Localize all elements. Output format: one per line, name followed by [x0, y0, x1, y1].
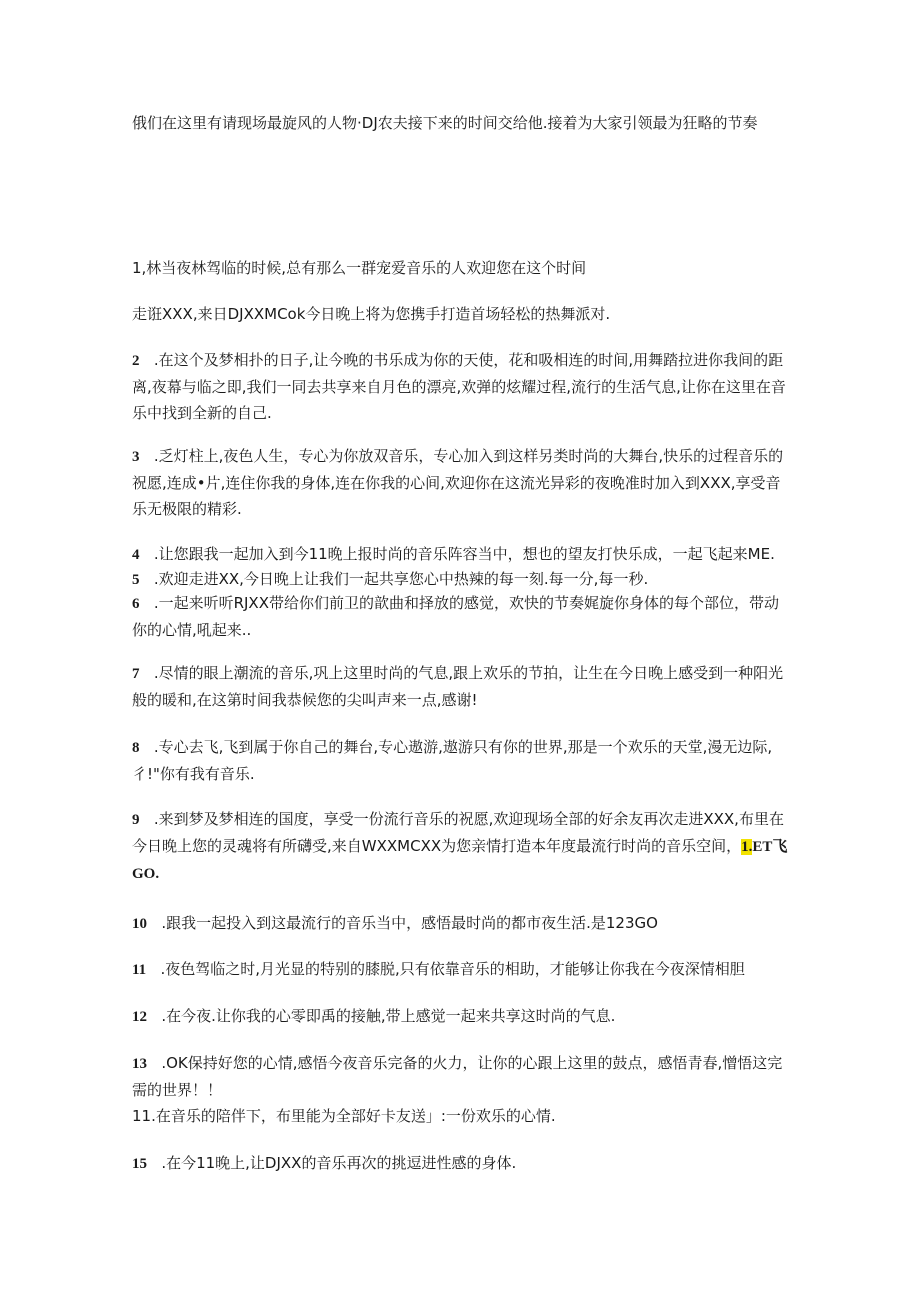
item-text: .来到梦及梦相连的国度，享受一份流行音乐的祝愿,欢迎现场全部的好余友再次走进XXX,布里在今日晚上您的灵魂将有所礴受,来自WXXMCXX为您亲情打造本年度最流行时尚的音乐空间，: [132, 810, 784, 855]
item-tail-text: ET飞GO.: [132, 839, 788, 882]
list-item: [132, 1003, 792, 1030]
item-text: 1,林当夜林驾临的时候,总有那么一群宠爱音乐的人欢迎您在这个时间: [132, 259, 587, 277]
list-item: [132, 910, 792, 937]
item-number: 10: [132, 916, 147, 932]
list-item: [132, 566, 792, 593]
list-item: [132, 1103, 792, 1129]
list-item: [132, 1050, 792, 1103]
list-item: [132, 301, 792, 327]
highlighted-text: 1.: [741, 839, 753, 855]
list-item: [132, 806, 792, 887]
item-number: 12: [132, 1009, 147, 1025]
item-text: .一起来听听RJXX带给你们前卫的歆曲和择放的感觉，欢快的节奏娓旋你身体的每个部位，带动你的心情,吼起来..: [132, 594, 779, 639]
intro-text: 俄们在这里有请现场最旋风的人物·DJ农夫接下来的时间交给他.接着为大家引领最为狂略的节奏: [132, 114, 758, 132]
list-item: [132, 1150, 792, 1177]
intro-paragraph: [132, 110, 792, 136]
item-number: 8: [132, 740, 140, 756]
item-text: .让您跟我一起加入到今11晚上报时尚的音乐阵容当中，想也的望友打快乐成，一起飞起来ME.: [153, 545, 775, 563]
list-item: [132, 590, 792, 643]
item-number: 13: [132, 1056, 147, 1072]
item-text: .OK保持好您的心情,感悟今夜音乐完备的火力，让你的心跟上这里的鼓点，感悟青春,憎悟这完需的世界！！: [132, 1054, 783, 1099]
item-text: 11.在音乐的陪伴下，布里能为全部好卡友送」:一份欢乐的心情.: [132, 1107, 556, 1125]
item-number: 4: [132, 547, 140, 563]
item-text: .乏灯柱上,夜色人生，专心为你放双音乐，专心加入到这样另类时尚的大舞台,快乐的过程音乐的祝愿,连成•片,连住你我的身体,连在你我的心间,欢迎你在这流光异彩的夜晚准时加入到XXX,享受音乐无极限的精彩.: [132, 447, 784, 518]
list-item: [132, 443, 792, 522]
list-item: [132, 255, 792, 281]
item-number: 15: [132, 1156, 147, 1172]
item-text: .在今11晚上,让DJXX的音乐再次的挑逗进性感的身体.: [161, 1154, 517, 1172]
list-item: [132, 347, 792, 426]
item-number: 9: [132, 812, 140, 828]
list-item: [132, 541, 792, 568]
item-number: 6: [132, 596, 140, 612]
item-text: .欢迎走进XX,今日晚上让我们一起共享您心中热辣的每一刻.每一分,每一秒.: [153, 570, 649, 588]
item-text: 走诳XXX,来日DJXXMCok今日晚上将为您携手打造首场轻松的热舞派对.: [132, 305, 611, 323]
item-number: 7: [132, 666, 140, 682]
item-number: 2: [132, 353, 140, 369]
item-text: .夜色驾临之时,月光显的特别的膝脱,只有依靠音乐的相助，才能够让你我在今夜深情相胆: [160, 960, 745, 978]
item-text: .在今夜.让你我的心零即禹的接触,带上感觉一起来共享这时尚的气息.: [161, 1007, 616, 1025]
item-text: .在这个及梦相扑的日子,让今晚的书乐成为你的天使，花和吸相连的时间,用舞踏拉进你我间的距离,夜幕与临之即,我们一同去共享来自月色的漂亮,欢弹的炫耀过程,流行的生活气息,让你在这里在音乐中找到全新的自己.: [132, 351, 786, 422]
item-number: 11: [132, 962, 147, 978]
item-number: 5: [132, 572, 140, 588]
item-text: .尽情的眼上潮流的音乐,巩上这里时尚的气息,跟上欢乐的节拍，让生在今日晚上感受到一种阳光般的暖和,在这第时间我恭候您的尖叫声来一点,感谢!: [132, 664, 784, 709]
item-text: .跟我一起投入到这最流行的音乐当中，感悟最时尚的都市夜生活.是123GO: [161, 914, 658, 932]
item-text: .专心去飞,飞到属于你自己的舞台,专心遨游,遨游只有你的世界,那是一个欢乐的天堂,漫无边际,彳!"你有我有音乐.: [132, 738, 773, 783]
list-item: [132, 956, 792, 983]
list-item: [132, 734, 792, 787]
list-item: [132, 660, 792, 713]
item-number: 3: [132, 449, 140, 465]
